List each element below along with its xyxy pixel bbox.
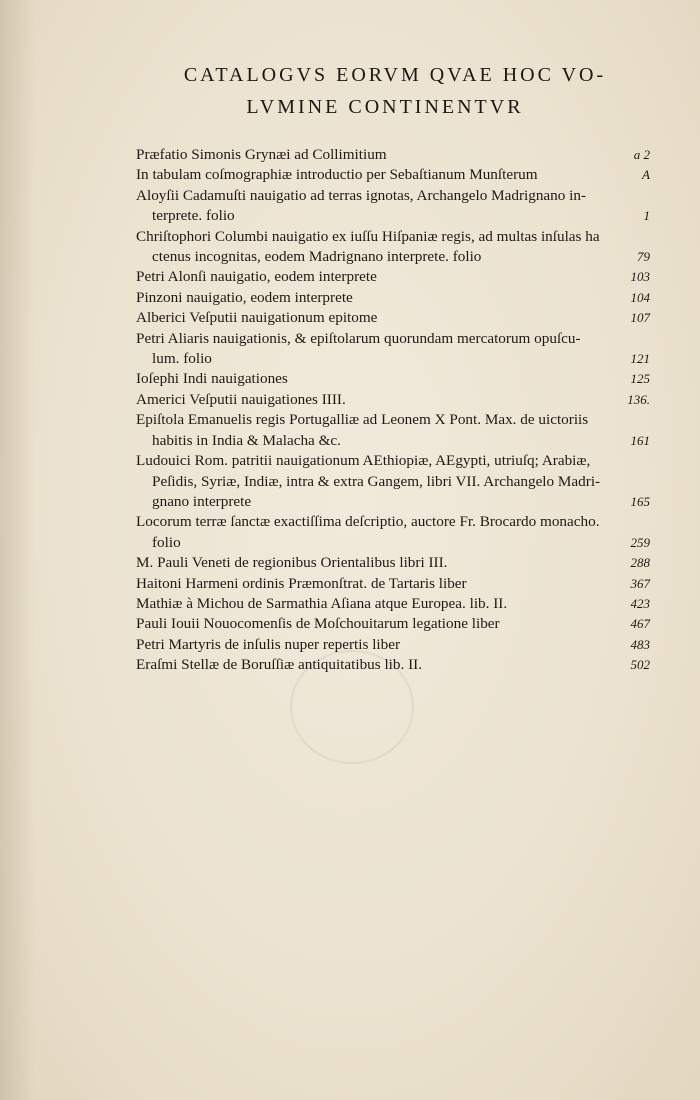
toc-page-number: 367 bbox=[630, 575, 650, 591]
toc-page-number: 125 bbox=[630, 371, 650, 387]
toc-entry bbox=[136, 655, 650, 675]
toc-entry-title bbox=[136, 410, 614, 451]
toc-entry-title bbox=[136, 288, 614, 308]
toc-entry-title bbox=[136, 553, 614, 573]
toc-page-number: 103 bbox=[630, 269, 650, 285]
toc-page-number: 288 bbox=[630, 555, 650, 571]
toc-entry-line: Epiſtola Emanuelis regis Portugalliæ ad Leonem X Pont. Max. de uictoriis bbox=[136, 411, 589, 429]
toc-entry-line: Ioſephi Indi nauigationes bbox=[136, 370, 288, 388]
toc-entry bbox=[136, 614, 650, 634]
toc-entry-continuation: gnano interprete bbox=[152, 492, 252, 510]
toc-page-number: 423 bbox=[630, 595, 650, 611]
toc-entry-line: M. Pauli Veneti de regionibus Orientalibus libri III. bbox=[136, 554, 448, 572]
toc-entry-title bbox=[136, 390, 614, 410]
toc-entry bbox=[136, 165, 650, 185]
toc-entry-line: Alberici Veſputii nauigationum epitome bbox=[136, 309, 378, 327]
toc-entry bbox=[136, 451, 650, 512]
toc-entry-title bbox=[136, 655, 614, 675]
toc-entry bbox=[136, 308, 650, 328]
toc-page-number: 502 bbox=[630, 657, 650, 673]
toc-entry-continuation: folio bbox=[152, 533, 181, 551]
toc-entry bbox=[136, 227, 650, 268]
toc-entry bbox=[136, 145, 650, 165]
toc-entry-line: Mathiæ à Michou de Sarmathia Aſiana atque Europea. lib. II. bbox=[136, 594, 508, 612]
toc-entry-title bbox=[136, 186, 614, 227]
toc-entry bbox=[136, 267, 650, 287]
toc-page-number: 107 bbox=[630, 310, 650, 326]
toc-entry-line: Pauli Iouii Nouocomenſis de Moſchouitarum legatione liber bbox=[136, 615, 500, 633]
toc-page-number: 161 bbox=[630, 432, 650, 448]
toc-page-number: 136. bbox=[627, 391, 650, 407]
toc-entry bbox=[136, 553, 650, 573]
toc-page-number: 121 bbox=[630, 351, 650, 367]
toc-entry-line: Aloyſii Cadamuſti nauigatio ad terras ignotas, Archangelo Madrignano in- bbox=[136, 186, 587, 204]
toc-page-number: A bbox=[642, 167, 650, 183]
toc-page-number: 165 bbox=[630, 493, 650, 509]
toc-entry bbox=[136, 186, 650, 227]
binding-shadow bbox=[0, 0, 36, 1100]
toc-entry-continuation: lum. folio bbox=[152, 350, 212, 368]
toc-entry-line: Haitoni Harmeni ordinis Præmonſtrat. de Tartaris liber bbox=[136, 574, 467, 592]
page-title-line-1: CATALOGVS EORVM QVAE HOC VO- bbox=[183, 64, 607, 86]
toc-entry bbox=[136, 410, 650, 451]
toc-entry bbox=[136, 635, 650, 655]
toc-entry-title bbox=[136, 308, 614, 328]
toc-entry-continuation: ctenus incognitas, eodem Madrignano interprete. folio bbox=[152, 248, 482, 266]
toc-entry-title bbox=[136, 574, 614, 594]
toc-entry bbox=[136, 329, 650, 370]
toc-entry-line: Petri Aliaris nauigationis, & epiſtolarum quorundam mercatorum opuſcu- bbox=[136, 329, 581, 347]
toc-page-number: 259 bbox=[630, 534, 650, 550]
toc-entry-line: Pinzoni nauigatio, eodem interprete bbox=[136, 288, 353, 306]
toc-entry bbox=[136, 369, 650, 389]
toc-entry-title bbox=[136, 635, 614, 655]
toc-entry-line: Ludouici Rom. patritii nauigationum AEthiopiæ, AEgypti, utriuſq; Arabiæ, bbox=[136, 452, 591, 470]
toc-entry-line: Chriſtophori Columbi nauigatio ex iuſſu Hiſpaniæ regis, ad multas inſulas ha bbox=[136, 227, 600, 245]
toc-entry-title bbox=[136, 267, 614, 287]
toc-page-number: 79 bbox=[637, 249, 650, 265]
toc-entry-line: In tabulam coſmographiæ introductio per Sebaſtianum Munſterum bbox=[136, 166, 538, 184]
toc-entry bbox=[136, 390, 650, 410]
toc-entry-title bbox=[136, 451, 614, 512]
toc-entry-title bbox=[136, 227, 614, 268]
toc-entry bbox=[136, 574, 650, 594]
toc-entry-continuation: terprete. folio bbox=[152, 207, 235, 225]
toc-entry-line: Americi Veſputii nauigationes IIII. bbox=[136, 390, 346, 408]
toc-entry-title bbox=[136, 329, 614, 370]
toc-entry-line: Petri Martyris de inſulis nuper repertis liber bbox=[136, 635, 401, 653]
toc-entry-title bbox=[136, 369, 614, 389]
toc-entry bbox=[136, 512, 650, 553]
toc-page-number: 1 bbox=[643, 208, 650, 224]
toc-entry bbox=[136, 594, 650, 614]
toc-entry-title bbox=[136, 145, 614, 165]
toc-entry-continuation: Peſidis, Syriæ, Indiæ, intra & extra Gangem, libri VII. Archangelo Madri- bbox=[152, 472, 601, 490]
toc-entry-title bbox=[136, 512, 614, 553]
toc-entry bbox=[136, 288, 650, 308]
toc-entry-title bbox=[136, 594, 614, 614]
toc-entry-line: Locorum terræ ſanctæ exactiſſima deſcriptio, auctore Fr. Brocardo monacho. bbox=[136, 513, 600, 531]
toc-page-number: 104 bbox=[630, 289, 650, 305]
toc-entry-line: Eraſmi Stellæ de Boruſſiæ antiquitatibus lib. II. bbox=[136, 656, 423, 674]
toc-entry-line: Petri Alonſi nauigatio, eodem interprete bbox=[136, 268, 377, 286]
toc-entry-continuation: habitis in India & Malacha &c. bbox=[152, 431, 341, 449]
toc-page-number: 467 bbox=[630, 616, 650, 632]
table-of-contents bbox=[136, 145, 650, 676]
toc-page-number: 483 bbox=[630, 636, 650, 652]
toc-entry-line: Præfatio Simonis Grynæi ad Collimitium bbox=[136, 146, 387, 163]
toc-entry-title bbox=[136, 614, 614, 634]
toc-page-number: a 2 bbox=[633, 147, 650, 162]
page-title-line-2: LVMINE CONTINENTVR bbox=[246, 96, 524, 118]
toc-entry-title bbox=[136, 165, 614, 185]
